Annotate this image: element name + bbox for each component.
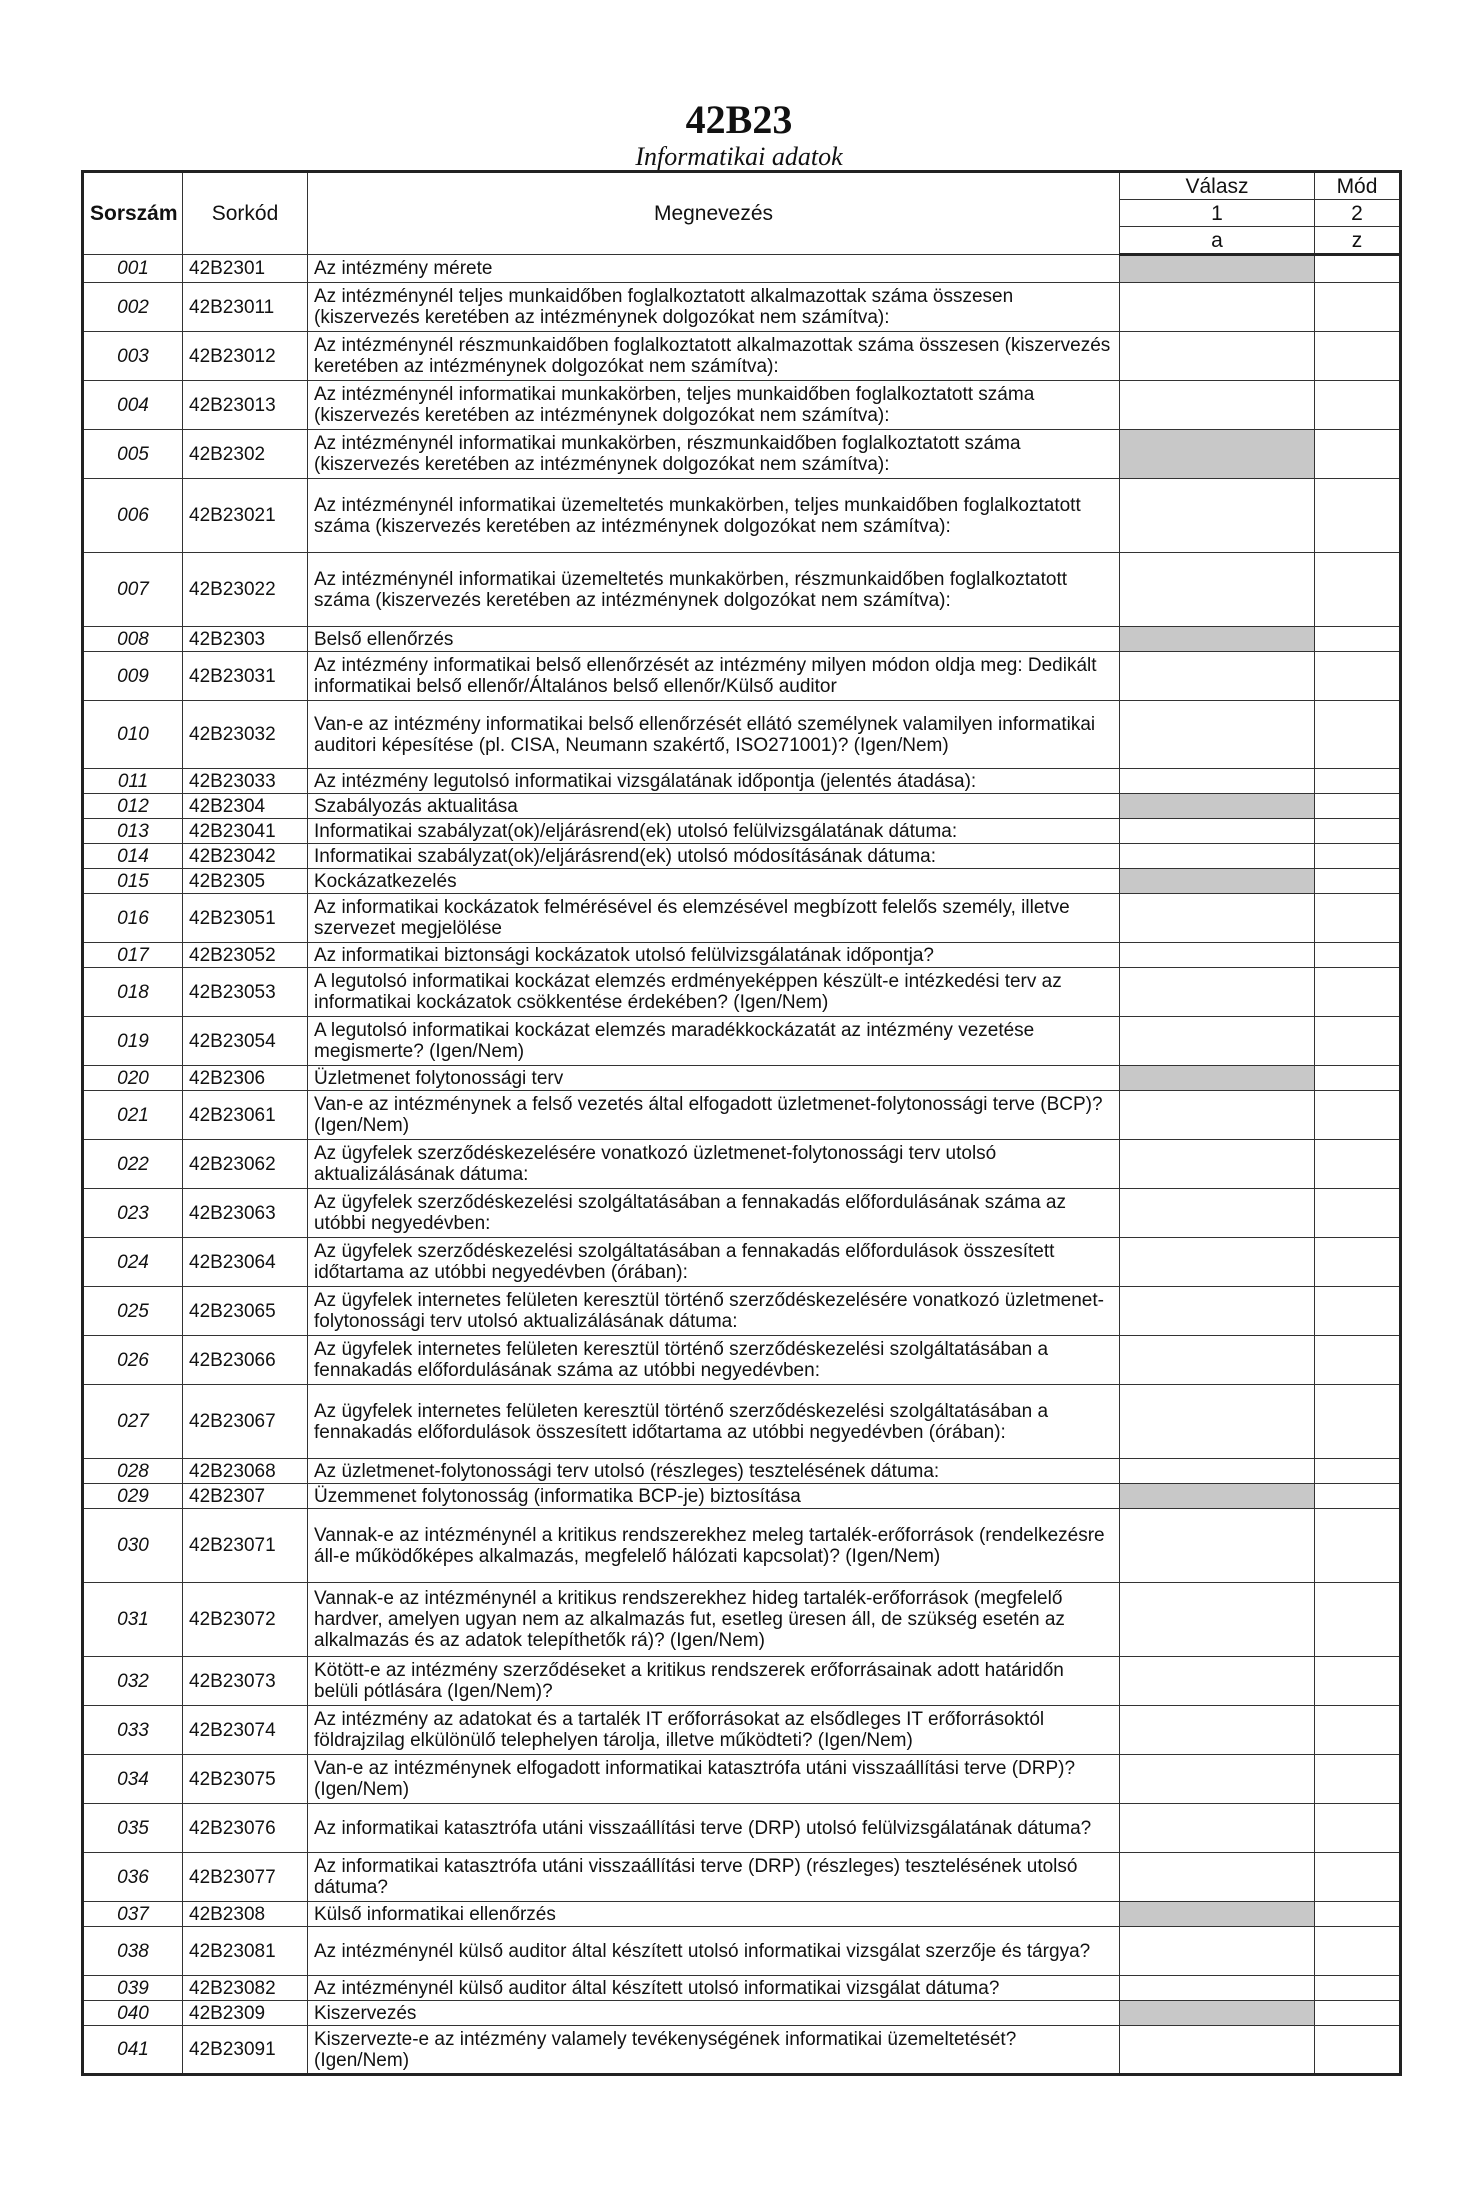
row-description: A legutolsó informatikai kockázat elemzés erdményeképpen készült-e intézkedési terv az informatikai kockázatok csökkentése érdekében? (Igen/Nem) [308,968,1120,1017]
table-row [83,1140,1401,1189]
mode-cell[interactable] [1315,1853,1401,1902]
mode-cell[interactable] [1315,943,1401,968]
mode-cell[interactable] [1315,1976,1401,2001]
table-row [83,1853,1401,1902]
answer-cell[interactable] [1120,1189,1315,1238]
mode-cell[interactable] [1315,1238,1401,1287]
mode-cell[interactable] [1315,869,1401,894]
mode-cell[interactable] [1315,1804,1401,1853]
table-row [83,1385,1401,1459]
row-description: Kiszervezte-e az intézmény valamely tevékenységének informatikai üzemeltetését? (Igen/Nem) [308,2026,1120,2075]
row-code: 42B23071 [183,1509,308,1583]
row-description: Az intézménynél külső auditor által készített utolsó informatikai vizsgálat szerzője és tárgya? [308,1927,1120,1976]
answer-cell[interactable] [1120,701,1315,769]
row-number: 013 [83,819,183,844]
row-number: 001 [83,255,183,283]
answer-cell[interactable] [1120,1804,1315,1853]
row-number: 018 [83,968,183,1017]
row-code: 42B23074 [183,1706,308,1755]
row-number: 006 [83,479,183,553]
answer-cell [1120,255,1315,283]
answer-cell[interactable] [1120,1459,1315,1484]
row-number: 008 [83,627,183,652]
row-description: A legutolsó informatikai kockázat elemzés maradékkockázatát az intézmény vezetése megismerte? (Igen/Nem) [308,1017,1120,1066]
header-col2-number: 2 [1315,200,1401,227]
row-description: Az intézménynél informatikai munkakörben, részmunkaidőben foglalkoztatott száma (kiszervezés keretében az intézménynek dolgozókat nem számítva): [308,430,1120,479]
table-row [83,1509,1401,1583]
row-description: Az ügyfelek internetes felületen keresztül történő szerződéskezelési szolgáltatásában a fennakadás előfordulásának száma az utóbbi negyedévben: [308,1336,1120,1385]
table-row [83,1066,1401,1091]
answer-cell [1120,794,1315,819]
answer-cell[interactable] [1120,1336,1315,1385]
row-description: Van-e az intézmény informatikai belső ellenőrzését ellátó személynek valamilyen informatikai auditori képesítése (pl. CISA, Neumann szakértő, ISO271001)? (Igen/Nem) [308,701,1120,769]
table-row [83,1927,1401,1976]
table-row [83,479,1401,553]
row-code: 42B23053 [183,968,308,1017]
row-description: Az informatikai biztonsági kockázatok utolsó felülvizsgálatának időpontja? [308,943,1120,968]
row-description: Az intézménynél informatikai üzemeltetés munkakörben, teljes munkaidőben foglalkoztatott száma (kiszervezés keretében az intézménynek dolgozókat nem számítva): [308,479,1120,553]
row-description: Belső ellenőrzés [308,627,1120,652]
header-sorszam: Sorszám [83,172,183,255]
answer-cell[interactable] [1120,1385,1315,1459]
table-row [83,255,1401,283]
row-number: 009 [83,652,183,701]
row-number: 023 [83,1189,183,1238]
row-description: Kötött-e az intézmény szerződéseket a kritikus rendszerek erőforrásainak adott határidőn belüli pótlására (Igen/Nem)? [308,1657,1120,1706]
table-row [83,283,1401,332]
row-code: 42B23073 [183,1657,308,1706]
mode-cell[interactable] [1315,1140,1401,1189]
table-row [83,769,1401,794]
mode-cell[interactable] [1315,769,1401,794]
mode-cell[interactable] [1315,283,1401,332]
table-row [83,2001,1401,2026]
form-subtitle: Informatikai adatok [635,142,843,171]
data-table [81,170,1402,2076]
table-row [83,894,1401,943]
row-description: Informatikai szabályzat(ok)/eljárásrend(ek) utolsó felülvizsgálatának dátuma: [308,819,1120,844]
answer-cell[interactable] [1120,1287,1315,1336]
row-code: 42B23012 [183,332,308,381]
row-code: 42B23063 [183,1189,308,1238]
mode-cell[interactable] [1315,1927,1401,1976]
row-number: 007 [83,553,183,627]
table-row [83,701,1401,769]
row-code: 42B2302 [183,430,308,479]
row-code: 42B23062 [183,1140,308,1189]
row-code: 42B23031 [183,652,308,701]
row-code: 42B2307 [183,1484,308,1509]
answer-cell[interactable] [1120,769,1315,794]
row-number: 003 [83,332,183,381]
row-number: 028 [83,1459,183,1484]
answer-cell[interactable] [1120,894,1315,943]
header-col2-code: z [1315,227,1401,255]
mode-cell[interactable] [1315,1385,1401,1459]
row-number: 038 [83,1927,183,1976]
mode-cell[interactable] [1315,1706,1401,1755]
row-number: 026 [83,1336,183,1385]
answer-cell[interactable] [1120,553,1315,627]
row-description: Az intézménynél informatikai munkakörben, teljes munkaidőben foglalkoztatott száma (kiszervezés keretében az intézménynek dolgozókat nem számítva): [308,381,1120,430]
row-description: Az intézmény mérete [308,255,1120,283]
table-row [83,943,1401,968]
table-row [83,1804,1401,1853]
row-number: 030 [83,1509,183,1583]
answer-cell[interactable] [1120,943,1315,968]
form-code-title: 42B23 [685,97,793,142]
row-number: 002 [83,283,183,332]
row-number: 020 [83,1066,183,1091]
mode-cell[interactable] [1315,968,1401,1017]
row-number: 037 [83,1902,183,1927]
table-row [83,1238,1401,1287]
row-description: Informatikai szabályzat(ok)/eljárásrend(ek) utolsó módosításának dátuma: [308,844,1120,869]
row-code: 42B23082 [183,1976,308,2001]
row-description: Üzemmenet folytonosság (informatika BCP-je) biztosítása [308,1484,1120,1509]
answer-cell[interactable] [1120,332,1315,381]
answer-cell[interactable] [1120,1017,1315,1066]
row-number: 016 [83,894,183,943]
row-number: 034 [83,1755,183,1804]
row-code: 42B23032 [183,701,308,769]
row-code: 42B23091 [183,2026,308,2075]
row-number: 035 [83,1804,183,1853]
row-number: 024 [83,1238,183,1287]
row-description: Az ügyfelek internetes felületen keresztül történő szerződéskezelési szolgáltatásában a fennakadás előfordulások összesített időtartama az utóbbi negyedévben (órában): [308,1385,1120,1459]
table-row [83,381,1401,430]
mode-cell[interactable] [1315,1017,1401,1066]
mode-cell[interactable] [1315,1902,1401,1927]
table-row [83,1706,1401,1755]
mode-cell[interactable] [1315,381,1401,430]
row-description: Az informatikai katasztrófa utáni visszaállítási terve (DRP) utolsó felülvizsgálatának dátuma? [308,1804,1120,1853]
header-mod: Mód [1315,172,1401,200]
table-row [83,1976,1401,2001]
mode-cell[interactable] [1315,1066,1401,1091]
row-description: Van-e az intézménynek a felső vezetés által elfogadott üzletmenet-folytonossági terve (BCP)? (Igen/Nem) [308,1091,1120,1140]
mode-cell[interactable] [1315,430,1401,479]
row-code: 42B23077 [183,1853,308,1902]
row-description: Az üzletmenet-folytonossági terv utolsó (részleges) tesztelésének dátuma: [308,1459,1120,1484]
answer-cell[interactable] [1120,1657,1315,1706]
row-code: 42B2309 [183,2001,308,2026]
mode-cell[interactable] [1315,1459,1401,1484]
row-number: 015 [83,869,183,894]
answer-cell[interactable] [1120,1583,1315,1657]
row-number: 041 [83,2026,183,2075]
row-description: Az ügyfelek szerződéskezelési szolgáltatásában a fennakadás előfordulások összesített időtartama az utóbbi negyedévben (órában): [308,1238,1120,1287]
row-code: 42B23076 [183,1804,308,1853]
mode-cell[interactable] [1315,1189,1401,1238]
row-number: 033 [83,1706,183,1755]
row-description: Szabályozás aktualitása [308,794,1120,819]
table-row [83,1459,1401,1484]
answer-cell[interactable] [1120,1755,1315,1804]
answer-cell[interactable] [1120,1853,1315,1902]
row-description: Az ügyfelek szerződéskezelésére vonatkozó üzletmenet-folytonossági terv utolsó aktualizálásának dátuma: [308,1140,1120,1189]
row-code: 42B23075 [183,1755,308,1804]
answer-cell [1120,2001,1315,2026]
answer-cell[interactable] [1120,1238,1315,1287]
row-description: Az intézmény legutolsó informatikai vizsgálatának időpontja (jelentés átadása): [308,769,1120,794]
table-row [83,819,1401,844]
mode-cell[interactable] [1315,819,1401,844]
row-number: 012 [83,794,183,819]
row-number: 040 [83,2001,183,2026]
row-description: Vannak-e az intézménynél a kritikus rendszerekhez hideg tartalék-erőforrások (megfelelő hardver, amelyen ugyan nem az alkalmazás fut, esetleg üresen áll, de szükség esetén az alkalmazás és az adatok telepíthetők rá)? (Igen/Nem) [308,1583,1120,1657]
row-number: 039 [83,1976,183,2001]
row-code: 42B23013 [183,381,308,430]
row-number: 029 [83,1484,183,1509]
table-row [83,553,1401,627]
row-code: 42B23072 [183,1583,308,1657]
mode-cell[interactable] [1315,479,1401,553]
row-number: 022 [83,1140,183,1189]
row-description: Az intézménynél külső auditor által készített utolsó informatikai vizsgálat dátuma? [308,1976,1120,2001]
table-row [83,1189,1401,1238]
header-megnevezes: Megnevezés [308,172,1120,255]
row-number: 025 [83,1287,183,1336]
table-row [83,1755,1401,1804]
mode-cell[interactable] [1315,2001,1401,2026]
mode-cell[interactable] [1315,1509,1401,1583]
row-code: 42B23081 [183,1927,308,1976]
table-row [83,2026,1401,2075]
row-description: Az intézmény az adatokat és a tartalék IT erőforrásokat az elsődleges IT erőforrásoktól földrajzilag elkülönülő telephelyen tárolja, illetve működteti? (Igen/Nem) [308,1706,1120,1755]
answer-cell[interactable] [1120,1976,1315,2001]
answer-cell [1120,430,1315,479]
row-code: 42B23064 [183,1238,308,1287]
table-body [83,255,1401,2075]
row-number: 032 [83,1657,183,1706]
mode-cell[interactable] [1315,2026,1401,2075]
answer-cell[interactable] [1120,1927,1315,1976]
mode-cell[interactable] [1315,652,1401,701]
row-code: 42B23041 [183,819,308,844]
mode-cell[interactable] [1315,553,1401,627]
row-code: 42B2301 [183,255,308,283]
table-row [83,968,1401,1017]
answer-cell [1120,1484,1315,1509]
answer-cell [1120,869,1315,894]
row-description: Üzletmenet folytonossági terv [308,1066,1120,1091]
row-description: Az ügyfelek internetes felületen keresztül történő szerződéskezelésére vonatkozó üzletmenet-folytonossági terv utolsó aktualizálásának dátuma: [308,1287,1120,1336]
row-number: 031 [83,1583,183,1657]
row-description: Az informatikai katasztrófa utáni visszaállítási terve (DRP) (részleges) tesztelésének utolsó dátuma? [308,1853,1120,1902]
row-code: 42B23021 [183,479,308,553]
table-row [83,627,1401,652]
table-row [83,1902,1401,1927]
header-col1-number: 1 [1120,200,1315,227]
row-number: 014 [83,844,183,869]
row-description: Kockázatkezelés [308,869,1120,894]
table-row [83,794,1401,819]
mode-cell[interactable] [1315,1657,1401,1706]
table-row [83,652,1401,701]
mode-cell[interactable] [1315,1755,1401,1804]
table-row [83,332,1401,381]
row-description: Van-e az intézménynek elfogadott informatikai katasztrófa utáni visszaállítási terve (DRP)? (Igen/Nem) [308,1755,1120,1804]
table-row [83,430,1401,479]
row-description: Az intézménynél informatikai üzemeltetés munkakörben, részmunkaidőben foglalkoztatott száma (kiszervezés keretében az intézménynek dolgozókat nem számítva): [308,553,1120,627]
row-code: 42B23067 [183,1385,308,1459]
table-row [83,1583,1401,1657]
table-row [83,1017,1401,1066]
answer-cell[interactable] [1120,2026,1315,2075]
table-row [83,1091,1401,1140]
answer-cell[interactable] [1120,283,1315,332]
row-description: Külső informatikai ellenőrzés [308,1902,1120,1927]
mode-cell[interactable] [1315,1484,1401,1509]
mode-cell[interactable] [1315,627,1401,652]
answer-cell[interactable] [1120,844,1315,869]
answer-cell [1120,627,1315,652]
answer-cell[interactable] [1120,819,1315,844]
row-number: 021 [83,1091,183,1140]
row-description: Vannak-e az intézménynél a kritikus rendszerekhez meleg tartalék-erőforrások (rendelkezésre áll-e működőképes alkalmazás, megfelelő hálózati kapcsolat)? (Igen/Nem) [308,1509,1120,1583]
row-code: 42B2304 [183,794,308,819]
answer-cell [1120,1902,1315,1927]
row-code: 42B23054 [183,1017,308,1066]
answer-cell[interactable] [1120,1091,1315,1140]
table-row [83,1657,1401,1706]
row-description: Az ügyfelek szerződéskezelési szolgáltatásában a fennakadás előfordulásának száma az utóbbi negyedévben: [308,1189,1120,1238]
mode-cell[interactable] [1315,844,1401,869]
answer-cell[interactable] [1120,1140,1315,1189]
table-row [83,1287,1401,1336]
row-code: 42B23051 [183,894,308,943]
row-number: 004 [83,381,183,430]
row-code: 42B23052 [183,943,308,968]
row-code: 42B23068 [183,1459,308,1484]
table-row [83,844,1401,869]
header-sorkod: Sorkód [183,172,308,255]
mode-cell[interactable] [1315,332,1401,381]
row-description: Az intézménynél teljes munkaidőben foglalkoztatott alkalmazottak száma összesen (kiszervezés keretében az intézménynek dolgozókat nem számítva): [308,283,1120,332]
answer-cell[interactable] [1120,1509,1315,1583]
row-code: 42B23066 [183,1336,308,1385]
row-code: 42B23011 [183,283,308,332]
mode-cell[interactable] [1315,1583,1401,1657]
row-number: 036 [83,1853,183,1902]
row-number: 019 [83,1017,183,1066]
mode-cell[interactable] [1315,1336,1401,1385]
mode-cell[interactable] [1315,1287,1401,1336]
row-code: 42B23042 [183,844,308,869]
row-number: 017 [83,943,183,968]
answer-cell[interactable] [1120,479,1315,553]
table-row [83,869,1401,894]
row-number: 005 [83,430,183,479]
row-code: 42B23022 [183,553,308,627]
row-description: Az intézménynél részmunkaidőben foglalkoztatott alkalmazottak száma összesen (kiszervezés keretében az intézménynek dolgozókat nem számítva): [308,332,1120,381]
row-code: 42B2308 [183,1902,308,1927]
header-col1-code: a [1120,227,1315,255]
answer-cell[interactable] [1120,381,1315,430]
row-description: Az intézmény informatikai belső ellenőrzését az intézmény milyen módon oldja meg: Dedikált informatikai belső ellenőr/Általános belső ellenőr/Külső auditor [308,652,1120,701]
mode-cell[interactable] [1315,1091,1401,1140]
row-code: 42B2305 [183,869,308,894]
table-row [83,1336,1401,1385]
row-number: 010 [83,701,183,769]
row-code: 42B23061 [183,1091,308,1140]
row-description: Kiszervezés [308,2001,1120,2026]
answer-cell[interactable] [1120,652,1315,701]
table-row [83,1484,1401,1509]
answer-cell [1120,1066,1315,1091]
mode-cell[interactable] [1315,255,1401,283]
answer-cell[interactable] [1120,968,1315,1017]
row-description: Az informatikai kockázatok felmérésével és elemzésével megbízott felelős személy, illetve szervezet megjelölése [308,894,1120,943]
mode-cell[interactable] [1315,894,1401,943]
row-code: 42B23065 [183,1287,308,1336]
mode-cell[interactable] [1315,794,1401,819]
row-code: 42B2306 [183,1066,308,1091]
row-code: 42B2303 [183,627,308,652]
header-valasz: Válasz [1120,172,1315,200]
row-number: 027 [83,1385,183,1459]
row-number: 011 [83,769,183,794]
answer-cell[interactable] [1120,1706,1315,1755]
row-code: 42B23033 [183,769,308,794]
mode-cell[interactable] [1315,701,1401,769]
